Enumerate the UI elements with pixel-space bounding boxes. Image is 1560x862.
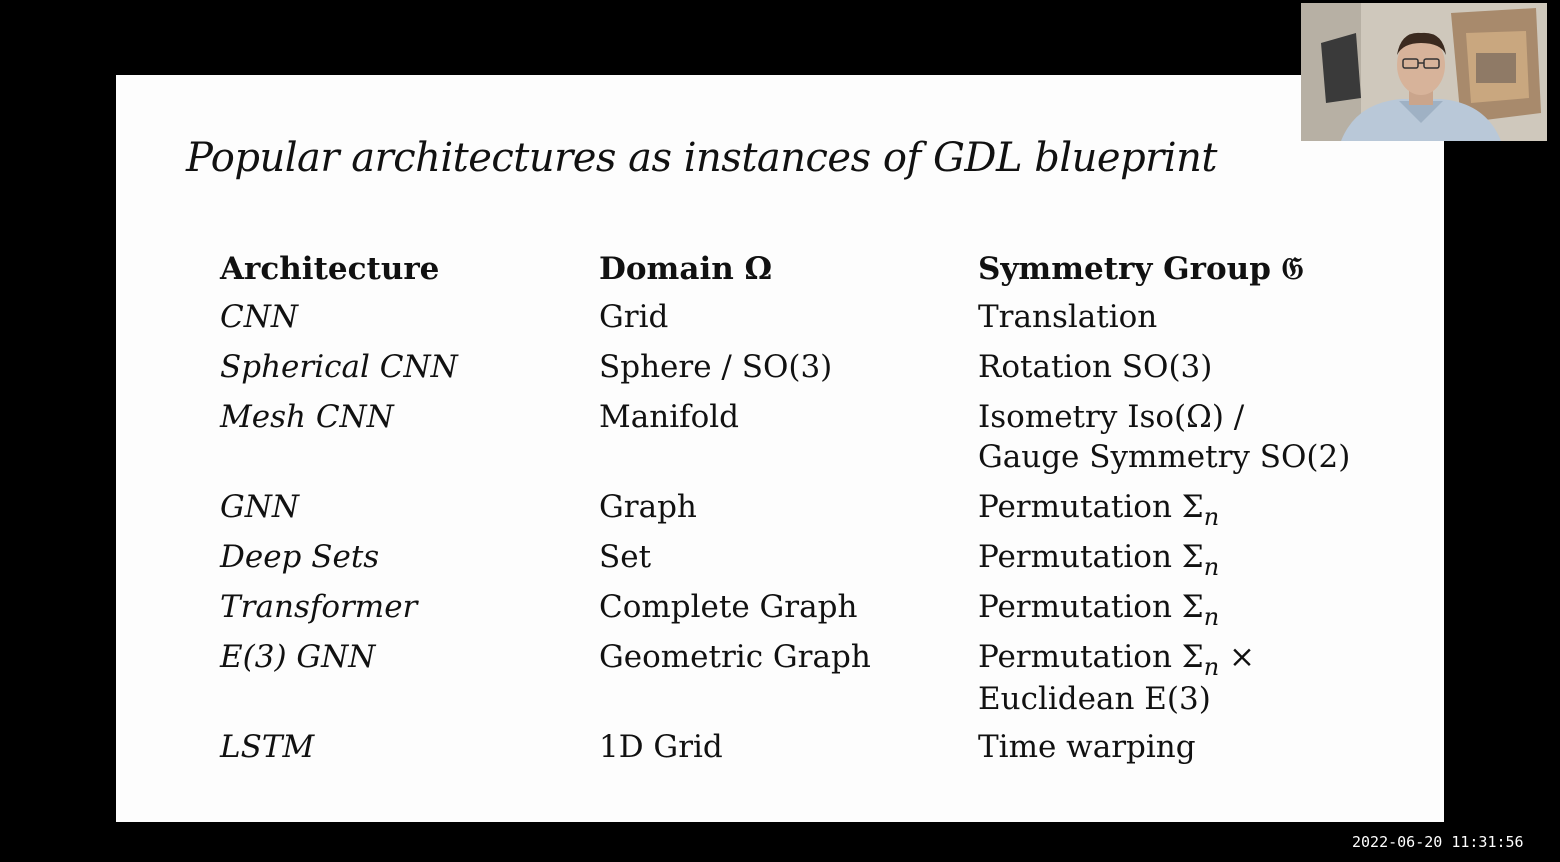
cell-domain: Grid (599, 299, 669, 335)
column-header-symmetry-group: Symmetry Group 𝔊 (978, 251, 1304, 287)
subscript-n: n (1203, 603, 1220, 631)
symmetry-line (978, 537, 1398, 579)
symmetry-text: Time warping (978, 729, 1196, 765)
cell-symmetry-group (978, 727, 1398, 777)
cell-architecture: E(3) GNN (220, 639, 376, 675)
subscript-n: n (1203, 503, 1220, 531)
table-row (220, 347, 1398, 397)
cell-architecture: Spherical CNN (220, 349, 458, 385)
symmetry-line (978, 297, 1398, 337)
subscript-n: n (1203, 653, 1220, 681)
cell-domain: 1D Grid (599, 729, 723, 765)
table-body (220, 297, 1398, 777)
cell-symmetry-group (978, 587, 1398, 637)
table-header-row (220, 249, 1398, 297)
cell-architecture: Mesh CNN (220, 399, 394, 435)
cell-domain: Manifold (599, 399, 739, 435)
symmetry-text: Permutation Σ (978, 539, 1204, 575)
subscript-n: n (1203, 553, 1220, 581)
cell-domain: Sphere / SO(3) (599, 349, 833, 385)
cell-symmetry-group (978, 297, 1398, 347)
cell-architecture: CNN (220, 299, 298, 335)
cell-architecture: GNN (220, 489, 300, 525)
column-header-architecture: Architecture (220, 251, 440, 287)
symmetry-line (978, 727, 1398, 767)
symmetry-line (978, 397, 1398, 437)
table-row (220, 297, 1398, 347)
symmetry-text: Euclidean E(3) (978, 681, 1211, 717)
cell-domain: Complete Graph (599, 589, 858, 625)
symmetry-text: Permutation Σ (978, 489, 1204, 525)
webcam-overlay (1301, 3, 1547, 141)
slide-title: Popular architectures as instances of GDL blueprint (186, 135, 1217, 181)
table-row (220, 537, 1398, 587)
symmetry-line (978, 679, 1398, 719)
table-row (220, 587, 1398, 637)
presenter-video (1301, 3, 1547, 141)
cell-domain: Set (599, 539, 652, 575)
cell-architecture: Transformer (220, 589, 418, 625)
symmetry-text: Isometry Iso(Ω) / (978, 399, 1245, 435)
cell-domain: Graph (599, 489, 697, 525)
symmetry-line (978, 487, 1398, 529)
symmetry-text: Translation (978, 299, 1158, 335)
recording-timestamp: 2022-06-20 11:31:56 (1352, 833, 1524, 851)
symmetry-line (978, 587, 1398, 629)
table-row (220, 727, 1398, 777)
symmetry-line (978, 347, 1398, 387)
table-row (220, 487, 1398, 537)
symmetry-text: Rotation SO(3) (978, 349, 1213, 385)
cell-architecture: Deep Sets (220, 539, 380, 575)
architecture-table (220, 249, 1398, 777)
symmetry-text: Permutation Σ (978, 639, 1204, 675)
table-row (220, 637, 1398, 727)
cell-symmetry-group (978, 637, 1398, 727)
cell-symmetry-group (978, 347, 1398, 397)
cell-domain: Geometric Graph (599, 639, 871, 675)
symmetry-line (978, 437, 1398, 477)
cell-architecture: LSTM (220, 729, 315, 765)
times-symbol: × (1219, 639, 1256, 675)
symmetry-text: Gauge Symmetry SO(2) (978, 439, 1351, 475)
symmetry-text: Permutation Σ (978, 589, 1204, 625)
column-header-domain: Domain Ω (599, 251, 773, 287)
symmetry-line (978, 637, 1398, 679)
cell-symmetry-group (978, 487, 1398, 537)
table-row (220, 397, 1398, 487)
presentation-slide (116, 75, 1444, 822)
cell-symmetry-group (978, 537, 1398, 587)
cell-symmetry-group (978, 397, 1398, 487)
